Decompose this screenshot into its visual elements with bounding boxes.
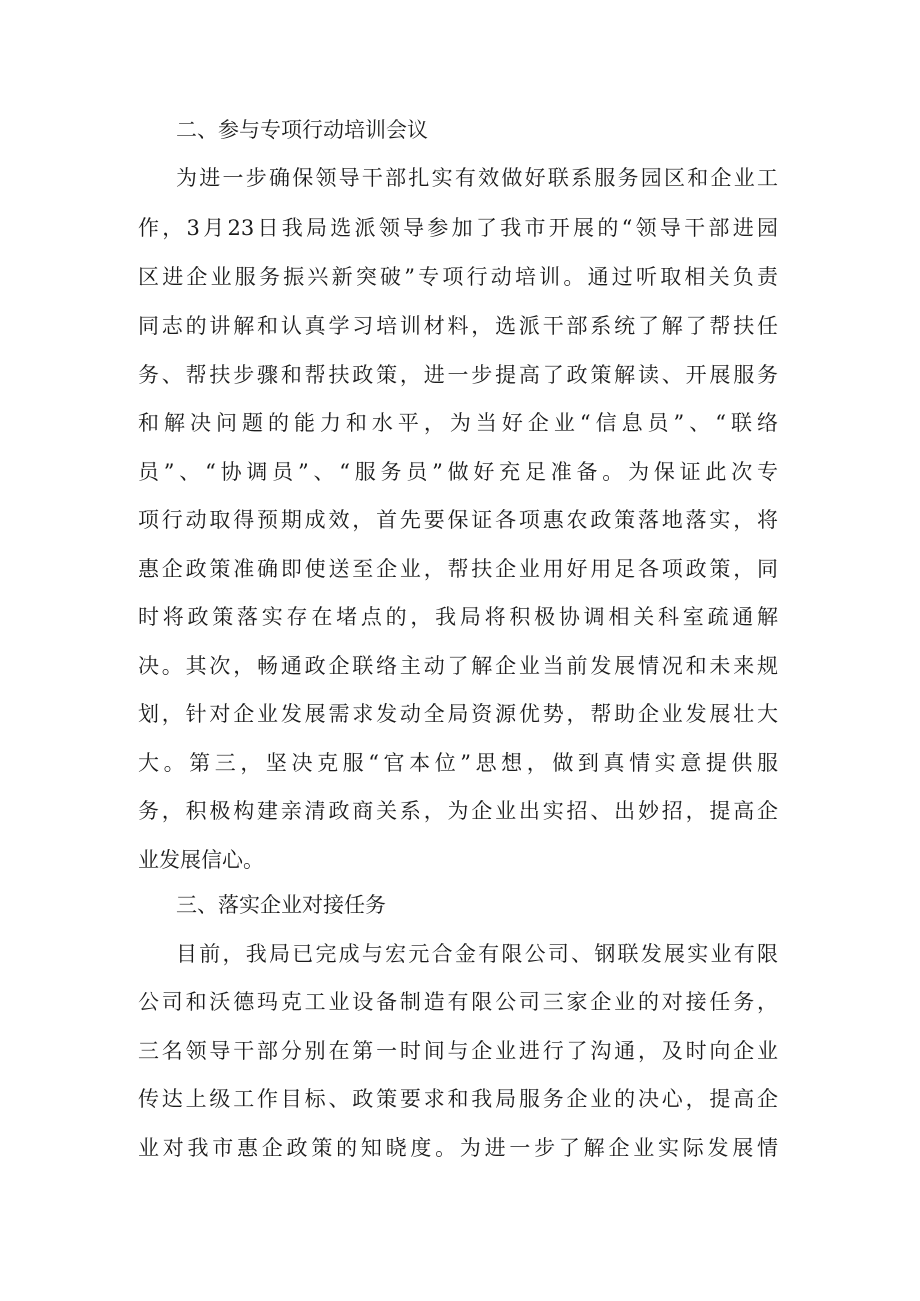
section-heading-3: 三、落实企业对接任务: [176, 893, 386, 917]
paragraph-line: 传达上级工作目标、政策要求和我局服务企业的决心，提高企: [138, 1087, 778, 1111]
paragraph-line: 和解决问题的能力和水平，为当好企业“信息员”、“联络: [138, 411, 778, 435]
paragraph-line: 业发展信心。: [138, 848, 264, 872]
paragraph-line: 员”、“协调员”、“服务员”做好充足准备。为保证此次专: [138, 460, 778, 484]
paragraph-line: 同志的讲解和认真学习培训材料，选派干部系统了解了帮扶任: [138, 314, 778, 338]
paragraph-line: 务、帮扶步骤和帮扶政策，进一步提高了政策解读、开展服务: [138, 363, 778, 387]
paragraph-line: 务，积极构建亲清政商关系，为企业出实招、出妙招，提高企: [138, 799, 778, 823]
paragraph-line: 作，3月23日我局选派领导参加了我市开展的“领导干部进园: [138, 216, 778, 240]
paragraph-line: 业对我市惠企政策的知晓度。为进一步了解企业实际发展情: [138, 1136, 778, 1160]
paragraph-line: 公司和沃德玛克工业设备制造有限公司三家企业的对接任务，: [138, 990, 778, 1014]
paragraph-line: 惠企政策准确即使送至企业，帮扶企业用好用足各项政策，同: [138, 557, 778, 581]
paragraph-line: 划，针对企业发展需求发动全局资源优势，帮助企业发展壮大: [138, 702, 778, 726]
paragraph-line: 决。其次，畅通政企联络主动了解企业当前发展情况和未来规: [138, 654, 778, 678]
paragraph-line: 时将政策落实存在堵点的，我局将积极协调相关科室疏通解: [138, 605, 778, 629]
paragraph-line: 目前，我局已完成与宏元合金有限公司、钢联发展实业有限: [176, 942, 778, 966]
section-heading-2: 二、参与专项行动培训会议: [176, 118, 428, 142]
paragraph-line: 项行动取得预期成效，首先要保证各项惠农政策落地落实，将: [138, 508, 778, 532]
paragraph-line: 大。第三，坚决克服“官本位”思想，做到真情实意提供服: [138, 751, 778, 775]
paragraph-line: 区进企业服务振兴新突破”专项行动培训。通过听取相关负责: [138, 265, 778, 289]
paragraph-line: 为进一步确保领导干部扎实有效做好联系服务园区和企业工: [176, 166, 778, 190]
paragraph-line: 三名领导干部分别在第一时间与企业进行了沟通，及时向企业: [138, 1039, 778, 1063]
